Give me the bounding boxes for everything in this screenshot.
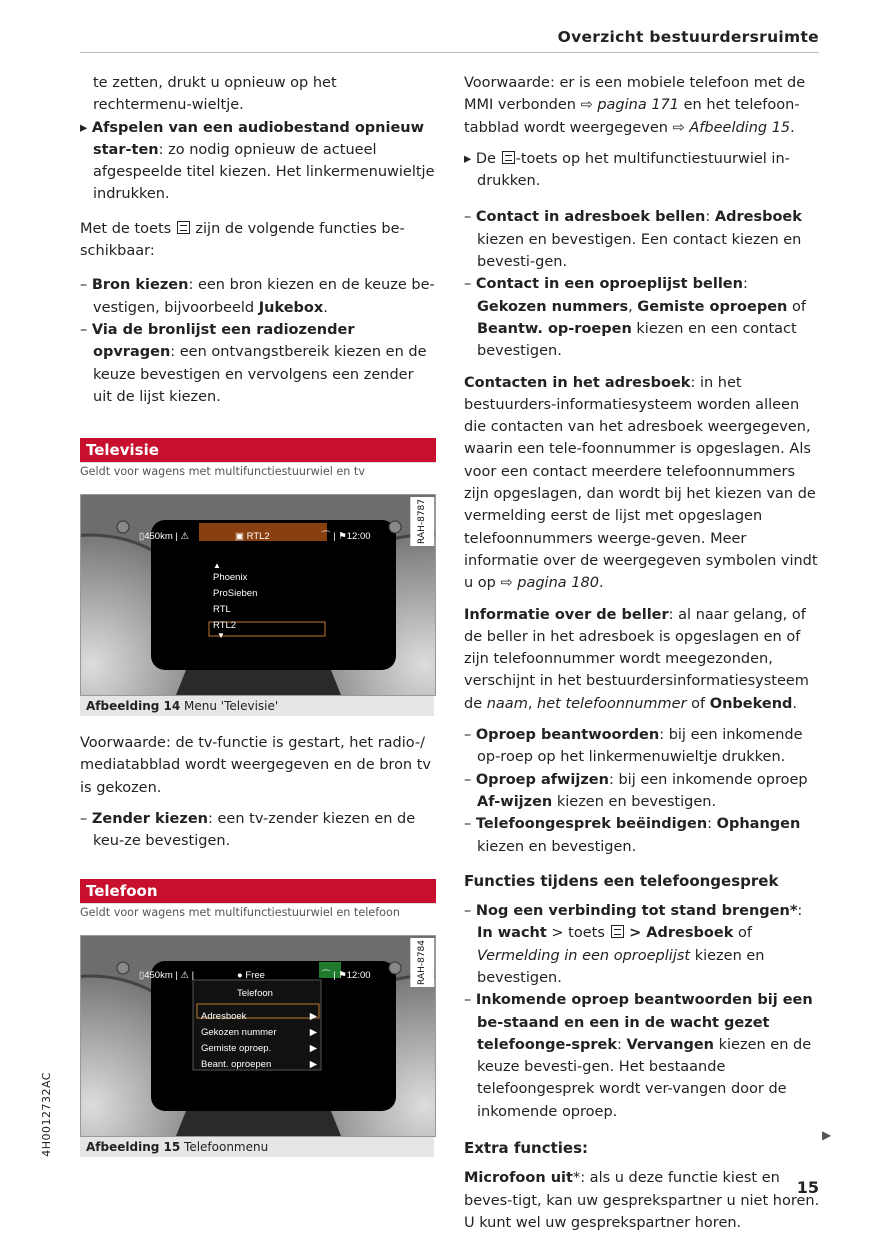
paragraph: te zetten, drukt u opnieuw op het rechtermenu-wieltje. [93, 75, 337, 114]
channel-item[interactable]: RTL [213, 604, 231, 616]
page-header [80, 26, 819, 53]
trip-range: ▯450km | ⚠ [139, 531, 190, 543]
document-code: 4H0012732AC [40, 1072, 53, 1157]
menu-title: Telefoon [237, 987, 273, 999]
continue-arrow-icon: ▶ [822, 1128, 832, 1142]
paragraph: Voorwaarde: er is een mobiele telefoon met de MMI verbonden ⇨ pagina 171 en het telefoon-tabblad wordt weergegeven ⇨ Afbeelding 15. [464, 75, 806, 136]
menu-item[interactable]: Gekozen nummer ▶ [201, 1026, 317, 1038]
list-item: – Contact in adresboek bellen: Adresboek kiezen en bevestigen. Een contact kiezen en bevesti-gen. [464, 209, 802, 271]
right-column [464, 72, 820, 1243]
bullet-item: ▸ Afspelen van een audiobestand opnieuw star-ten: zo nodig opnieuw de actueel afgespeelde titel kiezen. Het linkermenuwieltje indrukken. [80, 119, 435, 203]
list-item: – Zender kiezen: een tv-zender kiezen en de keu-ze bevestigen. [80, 811, 416, 850]
menu-button-icon [611, 925, 624, 938]
phone-status: ● Free [237, 969, 265, 981]
list-item: – Bron kiezen: een bron kiezen en de keuze be-vestigen, bijvoorbeeld Jukebox. [80, 277, 435, 316]
scroll-up-icon: ▲ [213, 561, 221, 571]
figure-caption: Afbeelding 15 Telefoonmenu [80, 1137, 434, 1157]
tv-menu-figure [80, 494, 436, 696]
left-column [80, 72, 436, 1157]
channel-item-selected[interactable]: RTL2 [213, 620, 237, 632]
list-item: – Oproep beantwoorden: bij een inkomende op-roep op het linkermenuwieltje drukken. [464, 727, 803, 766]
paragraph: Microfoon uit*: als u deze functie kiest en beves-tigt, kan uw gesprekspartner u niet horen. U kunt wel uw gesprekspartner horen. [464, 1170, 820, 1231]
paragraph: Met de toets zijn de volgende functies be-schikbaar: [80, 220, 405, 260]
menu-button-icon [177, 221, 190, 234]
current-source: ▣ RTL2 [235, 531, 270, 543]
section-heading: Functies tijdens een telefoongesprek [464, 871, 779, 890]
channel-item[interactable]: Phoenix [213, 572, 248, 584]
page-number: 15 [796, 1178, 819, 1197]
menu-item-selected[interactable]: Adresboek ▶ [201, 1010, 317, 1022]
menu-item[interactable]: Gemiste oproep. ▶ [201, 1042, 317, 1054]
telephone-menu-figure [80, 935, 436, 1137]
section-heading: Extra functies: [464, 1139, 589, 1158]
channel-item[interactable]: ProSieben [213, 588, 258, 600]
list-item: – Via de bronlijst een radiozender opvragen: een ontvangstbereik kiezen en de keuze bevestigen en vervolgens een zender uit de lijst kiezen. [80, 321, 427, 405]
paragraph: Contacten in het adresboek: in het bestuurders-informatiesysteem worden alleen die contacten van het adresboek weergegeven, waarin een tele-foonnummer is opgeslagen. Als voor een contact meerdere telefoonnummers zijn opgeslagen, dan wordt bij het kiezen van de vermelding eerst de lijst met opgeslagen telefoonnummers weerge-geven. Meer informatie over de weergegeven symbolen vindt u op ⇨ pagina 180. [464, 374, 818, 592]
list-item: – Contact in een oproeplijst bellen: Gekozen nummers, Gemiste oproepen of Beantw. op-roepen kiezen en een contact bevestigen. [464, 276, 806, 360]
section-subtitle: Geldt voor wagens met multifunctiestuurwiel en tv [80, 462, 436, 480]
bullet-item: ▸ De -toets op het multifunctiestuurwiel in-drukken. [464, 150, 790, 190]
list-item: – Inkomende oproep beantwoorden bij een be-staand en een in de wacht gezet telefoonge-sprek: Vervangen kiezen en de keuze bevesti-gen. Het bestaande telefoongesprek wordt ver-vangen door de inkomende oproep. [464, 992, 813, 1120]
scroll-down-icon: ▼ [217, 631, 225, 641]
header-title: Overzicht bestuurdersruimte [557, 28, 819, 46]
clock: ⌒ | ⚑12:00 [321, 531, 371, 543]
list-item: – Telefoongesprek beëindigen: Ophangen kiezen en bevestigen. [464, 816, 801, 855]
figure-code: RAH-8784 [410, 938, 434, 987]
list-item: – Oproep afwijzen: bij een inkomende oproep Af-wijzen kiezen en bevestigen. [464, 771, 808, 810]
section-title: Telefoon [80, 879, 436, 903]
paragraph: Voorwaarde: de tv-functie is gestart, het radio-/ mediatabblad wordt weergegeven en de bron tv is gekozen. [80, 735, 432, 796]
paragraph: Informatie over de beller: al naar gelang, of de beller in het adresboek is opgeslagen en of zijn telefoonnummer wordt meegezonden, verschijnt in het bestuurdersinformatiesysteem de naam, het telefoonnummer of Onbekend. [464, 606, 809, 712]
trip-range: ▯450km | ⚠ | [139, 969, 195, 981]
menu-item[interactable]: Beant. oproepen ▶ [201, 1058, 317, 1070]
instrument-cluster-tv [81, 495, 435, 695]
clock: ⌒ | ⚑12:00 [321, 969, 371, 981]
menu-button-icon [502, 151, 515, 164]
figure-caption: Afbeelding 14 Menu 'Televisie' [80, 696, 434, 716]
section-title: Televisie [80, 438, 436, 462]
section-subtitle: Geldt voor wagens met multifunctiestuurwiel en telefoon [80, 903, 436, 921]
list-item: – Nog een verbinding tot stand brengen*: In wacht > toets > Adresboek of Vermelding in een oproeplijst kiezen en bevestigen. [464, 903, 803, 986]
figure-code: RAH-8787 [410, 497, 434, 546]
